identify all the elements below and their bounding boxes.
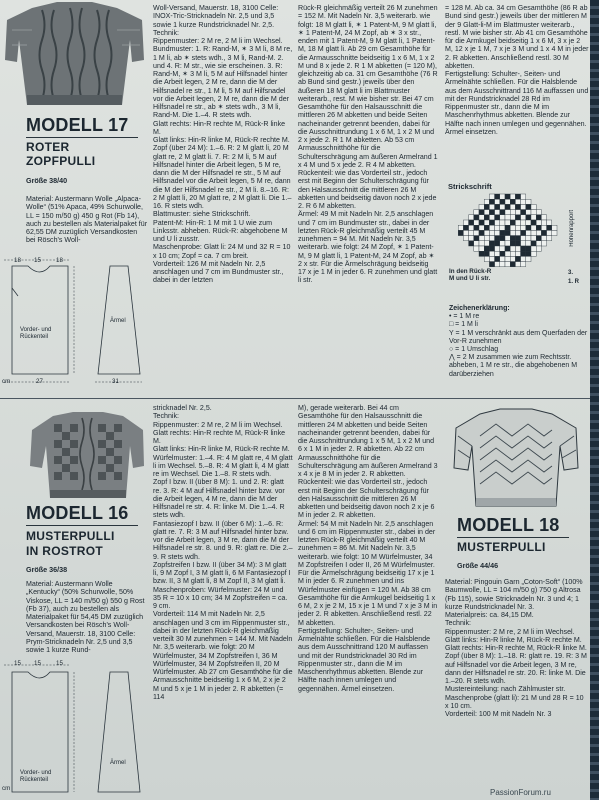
model17-title: MODELL 17	[26, 115, 129, 135]
chart-cell	[474, 241, 479, 246]
legend-item: ⋀ = 2 M zusammen wie zum Rechtsstr. abheben, 1 M re str., die abgehobenen M darüberziehen	[449, 354, 578, 378]
chart-cell	[526, 256, 531, 261]
chart-cell	[547, 230, 552, 235]
schema-cm-label: cm	[2, 378, 11, 385]
chart-cell	[515, 256, 520, 261]
chart-cell	[536, 215, 541, 220]
legend-item: ○ = 1 Umschlag	[449, 346, 499, 354]
chart-cell	[474, 215, 479, 220]
chart-cell	[505, 204, 510, 209]
chart-cell	[469, 215, 474, 220]
model17-instructions-column-2: = 128 M. Ab ca. 34 cm Gesamthöhe (86 R ab Bund sind gestr.) jeweils über der mittleren M der 9 Glatt-li-M im Blattmuster weiterarb., restl. M wie bisher str. Ab 41 cm Gesamthöhe für die Armkugel beidseitig 1 x 6 M, 3 x je 2 M, 12 x je 1 M, 7 x je 3 M und 1 x 4 M in jeder 2. R abketten. Anschließend restl. 30 M abketten. Fertigstellung: Schulter-, Seiten- und Ärmelnähte schließen. Für die Halsblende aus dem Ausschnittrand 116 M auffassen und mit der Rundstricknadel 28 Rd im Rippenmuster str., dann die M im Maschenrhythmus abketten. Blende zur Hälfte nach innen umlegen und gegennähen. Ärmel einsetzen.	[445, 4, 589, 136]
chart-cell	[489, 236, 494, 241]
chart-cell	[505, 225, 510, 230]
chart-cell	[536, 241, 541, 246]
knitting-chart	[447, 192, 577, 272]
chart-cell	[495, 262, 500, 267]
chart-cell	[547, 225, 552, 230]
chart-cell	[479, 246, 484, 251]
chart-cell	[484, 241, 489, 246]
chart-cell	[510, 210, 515, 215]
model17-material: Material: Austermann Wolle „Alpaca-Wolle“ (51% Apaca, 49% Schurwolle, LL = 150 m/50 g) 450 g Rot (Fb 14), auch zu bestellen als Materialpaket für 62,55 DM zuzüglich Versandkosten bei Rösch's Woll-	[26, 195, 148, 245]
chart-cell	[489, 251, 494, 256]
chart-cell	[515, 199, 520, 204]
model17-size: Größe 38/40	[26, 176, 68, 185]
chart-cell	[484, 199, 489, 204]
chart-cell	[541, 236, 546, 241]
schema16-top-num-2: 15	[34, 660, 41, 667]
chart-cell	[515, 204, 520, 209]
model18-title: MODELL 18	[457, 515, 560, 535]
chart-cell	[495, 199, 500, 204]
chart-cell	[484, 215, 489, 220]
model18-instructions-column: Material: Pingouin Garn „Coton-Soft“ (100% Baumwolle, LL = 104 m/50 g) 750 g Altrosa (Fb 115), sowie Stricknadeln Nr. 3 und 4; 1 kurze Rundstricknadel Nr. 3. Materialpreis: ca. 84,15 DM. Technik: Rippenmuster: 2 M re, 2 M li im Wechsel. Glatt links: Hin-R linke M, Rück-R rechte M. Glatt rechts: Hin-R rechte M, Rück-R linke M. Zopf (über 8 M): 1.–18. R: glatt re. 19. R: 3 M auf Hilfsnadel vor die Arbeit legen, 3 M re, dann der Hilfsnadel re str. 20. R: linke M. Die 1.–20. R stets wdh. Mustereinteilung: nach Zählmuster str. Maschenprobe (glatt li): 21 M und 28 R = 10 x 10 cm. Vorderteil: 100 M mit Nadeln Nr. 3	[445, 578, 587, 718]
chart-cell	[495, 236, 500, 241]
chart-cell	[526, 204, 531, 209]
chart-cell	[463, 236, 468, 241]
chart-cell	[505, 220, 510, 225]
chart-cell	[547, 236, 552, 241]
schema-top-num-1: 18	[14, 257, 21, 264]
chart-cell	[521, 204, 526, 209]
chart-cell	[526, 220, 531, 225]
chart-cell	[500, 230, 505, 235]
chart-cell	[505, 210, 510, 215]
chart-cell	[510, 236, 515, 241]
chart-cell	[531, 210, 536, 215]
chart-cell	[505, 199, 510, 204]
chart-cell	[505, 256, 510, 261]
chart-cell	[521, 215, 526, 220]
chart-cell	[484, 230, 489, 235]
chart-cell	[526, 199, 531, 204]
chart-cell	[495, 225, 500, 230]
chart-cell	[489, 204, 494, 209]
model16-technique-column: stricknadel Nr. 2,5. Technik: Rippenmuster: 2 M re, 2 M li im Wechsel. Glatt rechts: Hin-R rechte M, Rück-R linke M. Glatt links: Hin-R linke M, Rück-R rechte M. Würfelmuster: 1.–4. R: 4 M glatt re, 4 M glatt li im Wechsel. 5.–8. R: 4 M glatt li, 4 M glatt re im Wechsel. Die 1.–8. R stets wdh. Zopf I bzw. II (über 8 M): 1. und 2. R: glatt re. 3. R: 4 M auf Hilfsnadel hinter bzw. vor die Arbeit legen, 4 M re, dann die M der Hilfsnadel re str. 4. R: linke M. Die 1.–4. R stets wdh. Fantasiezopf I bzw. II (über 6 M): 1.–6. R: glatt re. 7. R: 3 M auf Hilfsnadel hinter bzw. vor die Arbeit legen, 3 M re, dann die M der Hilfsnadel re str. 8. und 9. R: glatt re. Die 2.–9. R stets wdh. Zopfstreifen I bzw. II (über 34 M): 3 M glatt li, 9 M Zopf I, 3 M glatt li, 6 M Fantasiezopf I bzw. II, 3 M glatt li, 8 M Zopf II, 3 M glatt li. Maschenproben: Würfelmuster: 24 M und 35 R = 10 x 10 cm; 34 M Zopfstreifen = ca. 9 cm. Vorderteil: 114 M mit Nadeln Nr. 2,5 anschlagen und 3 cm im Rippenmuster str., dabei in der letzten Rück-R gleichmäßig verteilt 30 M zunehmen = 144 M. Mit Nadeln Nr. 3,5 weiterarb. wie folgt: 20 M Würfelmuster, 34 M Zopfstreifen I, 36 M Würfelmuster, 34 M Zopfstreifen II, 20 M Würfelmuster. Ab 27 cm Gesamthöhe für die Armausschnitte beidseitig 1 x 6 M, 2 x je 2 M und 5 x je 1 M in jeder 2. R abketten (= 114	[153, 404, 293, 701]
chart-cell	[489, 246, 494, 251]
chart-cell	[469, 230, 474, 235]
model17-schema	[0, 258, 148, 390]
chart-row-number: 3.	[568, 270, 574, 276]
chart-cell	[458, 230, 463, 235]
schema16-top-num-3: 15	[56, 660, 63, 667]
chart-cell	[469, 241, 474, 246]
chart-cell	[510, 204, 515, 209]
chart-title: Strickschrift	[448, 182, 492, 191]
chart-cell	[489, 241, 494, 246]
section-divider	[0, 398, 590, 399]
schema-sleeve-label: Ärmel	[110, 318, 126, 324]
chart-cell	[526, 246, 531, 251]
model17-title-rule	[26, 137, 138, 138]
chart-cell	[541, 225, 546, 230]
chart-cell	[515, 210, 520, 215]
chart-cell	[526, 225, 531, 230]
chart-cell	[495, 241, 500, 246]
chart-cell	[463, 220, 468, 225]
chart-cell	[541, 241, 546, 246]
chart-legend	[449, 305, 589, 379]
chart-cell	[515, 236, 520, 241]
chart-cell	[526, 215, 531, 220]
chart-cell	[469, 220, 474, 225]
chart-cell	[500, 194, 505, 199]
chart-cell	[521, 225, 526, 230]
chart-cell	[515, 251, 520, 256]
chart-cell	[521, 236, 526, 241]
chart-cell	[484, 256, 489, 261]
chart-cell	[495, 215, 500, 220]
chart-cell	[479, 225, 484, 230]
chart-cell	[474, 225, 479, 230]
chart-cell	[521, 251, 526, 256]
chart-cell	[479, 210, 484, 215]
chart-cell	[505, 251, 510, 256]
chart-cell	[510, 251, 515, 256]
chart-cell	[489, 199, 494, 204]
chart-cell	[500, 220, 505, 225]
legend-item: □ = 1 M li	[449, 321, 478, 329]
model16-subtitle-2: IN ROSTROT	[26, 544, 103, 558]
chart-cell	[505, 246, 510, 251]
rust-pattern-sweater-photo	[28, 410, 146, 500]
model16-title: MODELL 16	[26, 503, 129, 523]
schema-top-num-3: 18	[56, 257, 63, 264]
schema16-sleeve-label: Ärmel	[110, 760, 126, 766]
chart-cell	[495, 246, 500, 251]
schema16-cm-label: cm	[2, 785, 11, 792]
chart-cell	[500, 251, 505, 256]
chart-cell	[536, 210, 541, 215]
chart-row-r: 1. R	[568, 279, 580, 285]
chart-cell	[521, 256, 526, 261]
chart-cell	[541, 220, 546, 225]
chart-cell	[552, 230, 557, 235]
chart-cell	[515, 230, 520, 235]
chart-cell	[500, 199, 505, 204]
model16-material: Material: Austermann Wolle „Kentucky“ (50% Schurwolle, 50% Viskose, LL = 140 m/50 g) 550 g Rost (Fb 37), auch zu bestellen als Materialpaket für 54,45 DM zuzüglich Versandkosten bei Rösch's Woll-Versand, Mauerstr. 18, 3100 Celle: Prym-Stricknadeln Nr. 2,5 und 3,5 sowie 1 kurze Rund-	[26, 580, 145, 654]
chart-cell	[510, 225, 515, 230]
chart-cell	[500, 246, 505, 251]
legend-title: Zeichenerklärung:	[449, 305, 510, 312]
chart-cell	[489, 225, 494, 230]
chart-cell	[505, 241, 510, 246]
chart-cell	[536, 246, 541, 251]
model16-instructions-column: M), gerade weiterarb. Bei 44 cm Gesamthöhe für den Halsausschnitt die mittleren 24 M abketten und beide Seiten nacheinander getrennt beenden, dabei für die Ausschnittrundung 1 x 5 M, 1 x 2 M und 6 x 1 M in jeder 2. R abketten. Ab 22 cm Armausschnitthöhe für die Schulterschrägung am äußeren Armelrand 3 x 4 x je 8 M in jeder 2. R abketten. Rückenteil: wie das Vorderteil str., jedoch erst mit Beginn der Schulterschrägung für den Halsausschnitt die mittleren 26 M abketten und beidseitig davon noch 2 x je 6 M in jeder 2. R abketten. Ärmel: 54 M mit Nadeln Nr. 2,5 anschlagen und 6 cm im Rippenmuster str., dabei in der letzten Rück-R gleichmäßig verteilt 40 M zunehmen = 86 M. Mit Nadeln Nr. 3,5 weiterarb. wie folgt: 10 M Würfelmuster, 34 M Zopfstreifen I oder II, 26 M Würfelmuster. Für die Ärmelschrägung beidseitig 17 x je 1 M in jeder 6. R zunehmen und ins Würfelmuster einfügen = 120 M. Ab 38 cm Gesamthöhe für die Armkugel beidseitig 1 x 6 M, 2 x je 2 M, 15 x je 1 M und 7 x je 3 M in jeder 2. R abketten. Anschließend restl. 22 M abketten. Fertigstellung: Schulter-, Seiten- und Ärmelnähte schließen. Für die Halsblende aus dem Ausschnittrand 120 M auffassen und mit der Rundstricknadel 30 Rd im Rippenmuster str., dann die M im Maschenrhythmus abketten. Blende zur Hälfte nach innen umlegen und gegennähen. Ärmel einsetzen.	[298, 404, 438, 693]
chart-cell	[510, 194, 515, 199]
chart-cell	[489, 262, 494, 267]
chart-cell	[469, 225, 474, 230]
chart-cell	[510, 262, 515, 267]
chart-cell	[536, 230, 541, 235]
chart-cell	[495, 230, 500, 235]
chart-cell	[505, 262, 510, 267]
legend-item: • = 1 M re	[449, 313, 480, 321]
chart-cell	[489, 256, 494, 261]
chart-cell	[479, 220, 484, 225]
page-edge-strip	[590, 0, 599, 800]
chart-cell	[531, 246, 536, 251]
chart-cell	[531, 230, 536, 235]
model18-subtitle: MUSTERPULLI	[457, 540, 546, 554]
chart-cell	[552, 225, 557, 230]
schema16-front-label: Vorder- und Rückenteil	[20, 770, 52, 783]
model18-size: Größe 44/46	[457, 561, 499, 570]
chart-cell	[479, 204, 484, 209]
chart-cell	[515, 246, 520, 251]
chart-cell	[526, 236, 531, 241]
chart-cell	[531, 215, 536, 220]
chart-cell	[484, 210, 489, 215]
schema16-top-num-1: 15	[14, 660, 21, 667]
chart-cell	[484, 204, 489, 209]
chart-cell	[479, 241, 484, 246]
schema-bottom-num-2: 31	[112, 378, 119, 385]
chart-cell	[479, 215, 484, 220]
chart-cell	[526, 251, 531, 256]
chart-cell	[515, 215, 520, 220]
chart-cell	[510, 230, 515, 235]
chart-cell	[479, 251, 484, 256]
chart-side-label: Höhenrapport	[569, 210, 575, 247]
chart-cell	[531, 225, 536, 230]
chart-cell	[547, 220, 552, 225]
chart-cell	[526, 230, 531, 235]
chart-cell	[505, 236, 510, 241]
chart-cell	[510, 241, 515, 246]
red-cable-sweater-photo	[2, 0, 147, 110]
chart-cell	[479, 230, 484, 235]
chart-cell	[500, 215, 505, 220]
model17-instructions-column: Rück-R gleichmäßig verteilt 26 M zunehmen = 152 M. Mit Nadeln Nr. 3,5 weiterarb. wie folgt: 18 M glatt li, ✶ 1 Patent-M, 9 M glatt li, ✶ 1 Patent-M, 24 M Zopf, ab ✶ 3 x str., enden mit 1 Patent-M, 9 M glatt li, 1 Patent-M, 18 M glatt li. Ab 29 cm Gesamthöhe für die Armausschnitte beidseitig 1 x 6 M, 1 x 2 M und 8 x jede 2. R 1 M abketten (= 120 M), gleichzeitig ab ca. 31 cm Gesamthöhe (76 R ab Bund sind gestr.) jeweils über den äußeren 18 M glatt li im Blattmuster weiterarb., rest. M wie bisher str. Bei 47 cm Gesamthöhe für den Halsausschnitt die mittleren 26 M abketten und beide Seiten nacheinander getrennt beenden, dabei für die Ausschnittrundung 1 x 6 M, 1 x 2 M und 2 x jede 2. R 1 M abketten. Ab 53 cm Armausschnitthöhe für die Schulterschrägung am äußeren Armelrand 1 x 4 M und 5 x jede 2. R 4 M abketten. Rückenteil: wie das Vorderteil str., jedoch erst mit Beginn der Schulterschrägung für den Halsausschnitt die mittleren 26 M abketten und beidseitig davon noch 2 x jede 2. R 6 M abketten. Ärmel: 49 M mit Nadeln Nr. 2,5 anschlagen und 7 cm im Bundmuster str., dabei in der letzten Rück-R gleichmäßig verteilt 45 M zunehmen = 94 M. Mit Nadeln Nr. 3,5 weiterarb. wie folgt: 24 M Zopf, ✶ 1 Patent-M, 9 M glatt li, 1 Patent-M, 24 M Zopf, ab ✶ 2 x str. Für die Ärmelschrägung beidseitig 17 x je 1 M in jeder 6. R zunehmen und glatt li str.	[298, 4, 438, 285]
chart-cell	[463, 230, 468, 235]
chart-cell	[526, 210, 531, 215]
chart-cell	[541, 230, 546, 235]
chart-row-note: In den Rück-R M und U li str.	[449, 268, 492, 282]
chart-cell	[510, 199, 515, 204]
chart-cell	[531, 220, 536, 225]
chart-cell	[474, 230, 479, 235]
chart-cell	[489, 194, 494, 199]
model16-subtitle-1: MUSTERPULLI	[26, 529, 115, 543]
chart-cell	[521, 220, 526, 225]
chart-cell	[484, 246, 489, 251]
chart-cell	[474, 220, 479, 225]
chart-cell	[510, 215, 515, 220]
chart-cell	[536, 220, 541, 225]
chart-cell	[489, 230, 494, 235]
model18-title-rule	[457, 537, 569, 538]
chart-cell	[526, 241, 531, 246]
chart-cell	[484, 225, 489, 230]
model16-size: Größe 36/38	[26, 565, 68, 574]
chart-cell	[531, 251, 536, 256]
chart-cell	[500, 256, 505, 261]
chart-cell	[531, 241, 536, 246]
chart-cell	[458, 225, 463, 230]
chart-cell	[495, 194, 500, 199]
chart-cell	[510, 246, 515, 251]
chart-cell	[474, 210, 479, 215]
chart-cell	[489, 210, 494, 215]
chart-cell	[515, 194, 520, 199]
chart-cell	[500, 204, 505, 209]
chart-cell	[489, 215, 494, 220]
legend-item: Y = 1 M verschränkt aus dem Querfaden der Vor-R zunehmen	[449, 329, 588, 345]
chart-cell	[521, 199, 526, 204]
chart-cell	[495, 220, 500, 225]
chart-cell	[515, 220, 520, 225]
chart-cell	[505, 230, 510, 235]
model16-title-rule	[26, 525, 138, 526]
schema-front-label: Vorder- und Rückenteil	[20, 327, 52, 340]
chart-cell	[541, 215, 546, 220]
chart-cell	[536, 236, 541, 241]
chart-cell	[500, 225, 505, 230]
chart-cell	[536, 225, 541, 230]
chart-cell	[521, 194, 526, 199]
chart-cell	[484, 220, 489, 225]
chart-cell	[489, 220, 494, 225]
chart-cell	[484, 236, 489, 241]
model17-subtitle-1: ROTER	[26, 140, 70, 154]
model17-subtitle-2: ZOPFPULLI	[26, 154, 96, 168]
watermark: PassionForum.ru	[490, 788, 551, 797]
chart-cell	[500, 210, 505, 215]
chart-cell	[495, 204, 500, 209]
chart-cell	[463, 225, 468, 230]
chart-cell	[500, 262, 505, 267]
chart-cell	[495, 256, 500, 261]
chart-cell	[484, 251, 489, 256]
chart-cell	[510, 256, 515, 261]
chart-cell	[521, 246, 526, 251]
chart-cell	[521, 241, 526, 246]
chart-cell	[474, 246, 479, 251]
chart-cell	[510, 220, 515, 225]
chart-cell	[521, 210, 526, 215]
chart-cell	[505, 215, 510, 220]
chart-cell	[500, 236, 505, 241]
chart-cell	[521, 230, 526, 235]
chart-cell	[505, 194, 510, 199]
chart-cell	[531, 236, 536, 241]
pattern-sweater-drawing	[452, 406, 580, 510]
chart-cell	[479, 236, 484, 241]
chart-cell	[495, 251, 500, 256]
chart-cell	[515, 262, 520, 267]
chart-cell	[469, 236, 474, 241]
chart-cell	[531, 204, 536, 209]
schema-top-num-2: 15	[34, 257, 41, 264]
chart-cell	[495, 210, 500, 215]
chart-cell	[515, 225, 520, 230]
chart-cell	[521, 262, 526, 267]
chart-cell	[515, 241, 520, 246]
chart-cell	[474, 236, 479, 241]
chart-cell	[500, 241, 505, 246]
model17-technique-column: Woll-Versand, Mauerstr. 18, 3100 Celle: INOX-Tric-Stricknadeln Nr. 2,5 und 3,5 sowie 1 kurze Rundstricknadel Nr. 2,5. Technik: Rippenmuster: 2 M re, 2 M li im Wechsel. Bundmuster: 1. R: Rand-M, ✶ 3 M li, 8 M re, 1 M li, ab ✶ stets wdh., 3 M li, Rand-M. 2. und 4. R: M str., wie sie erscheinen. 3. R: Rand-M, ✶ 3 M li, 5 M auf Hilfsnadel hinter die Arbeit legen, 2 M re, dann die M der Hilfsnadel re str., 1 M li, 5 M auf Hilfsnadel vor die Arbeit legen, 2 M re, dann die M der Hilfsnadel re str., ab ✶ stets wdh., 3 M li, Rand-M. Die 1.–4. R stets wdh. Glatt rechts: Hin-R rechte M, Rück-R linke M. Glatt links: Hin-R linke M, Rück-R rechte M. Zopf (über 24 M): 1.–6. R: 2 M glatt li, 20 M glatt re, 2 M glatt li. 7. R: 2 M li, 5 M auf Hilfsnadel hinter die Arbeit legen, 5 M re, dann die M der Hilfsnadel re str., 5 M auf Hilfsnadel vor die Arbeit legen, 5 M re, dann die M der Hilfsnadel re str., 2 M li. 8.–16. R: 2 M glatt li, 20 M glatt re, 2 M glatt li. Die 1.–16. R stets wdh. Blattmuster: siehe Strickschrift. Patent-M: Hin-R: 1 M mit 1 U wie zum Linksstr. abheben. Rück-R: abgehobene M und U li zusstr. Maschenprobe: Glatt li: 24 M und 32 R = 10 x 10 cm; Zopf = ca. 7 cm breit. Vorderteil: 126 M mit Nadeln Nr. 2,5 anschlagen und 7 cm im Bundmuster str., dabei in der letzten	[153, 4, 293, 285]
schema-bottom-num-1: 27	[36, 378, 43, 385]
